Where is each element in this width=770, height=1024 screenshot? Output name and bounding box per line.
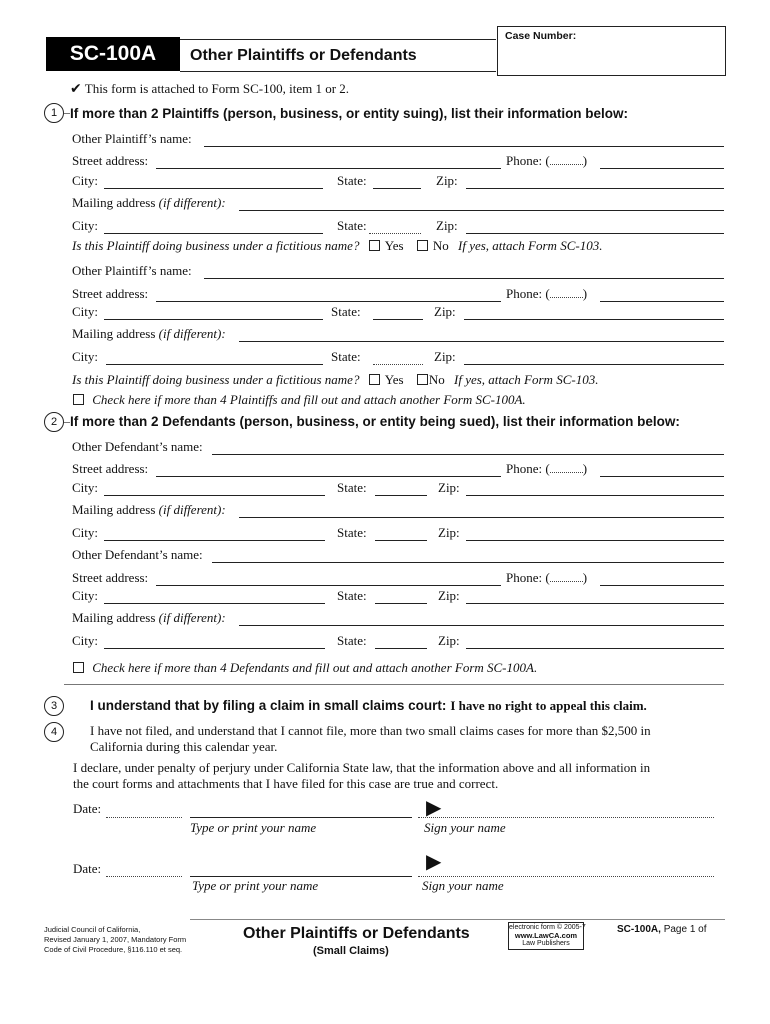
defendant-2-mailing-label xyxy=(72,610,226,626)
checkmark-icon: ✔ xyxy=(70,81,82,97)
defendant-2-city-field[interactable] xyxy=(104,603,325,604)
defendant-1-zip-label: Zip: xyxy=(438,480,460,495)
section-2-title: If more than 2 Defendants (person, business, or entity being sued), list their information below: xyxy=(70,414,680,429)
defendant-1-mailing-label xyxy=(72,502,226,518)
defendant-2-street-field[interactable] xyxy=(156,585,501,586)
plaintiff-1-mailing-label xyxy=(72,195,226,211)
attached-note: This form is attached to Form SC-100, item 1 or 2. xyxy=(84,81,350,96)
sign-arrow-icon: ▶ xyxy=(426,849,442,873)
defendant-1-city2-label: City: xyxy=(72,525,99,540)
plaintiff-2-city2-label: City: xyxy=(72,349,99,364)
phone-close: ) xyxy=(582,461,588,476)
plaintiff-1-name-label: Other Plaintiff’s name: xyxy=(72,131,192,146)
plaintiff-2-phone-field[interactable] xyxy=(600,301,724,302)
defendants-more-check-row xyxy=(73,660,537,676)
plaintiff-1-zip-label: Zip: xyxy=(436,173,458,188)
section-3-rest: I have no right to appeal this claim. xyxy=(450,698,647,713)
attached-note-row xyxy=(70,81,349,97)
council-line-1: Judicial Council of California, xyxy=(44,925,141,934)
plaintiff-2-city-field[interactable] xyxy=(104,319,323,320)
plaintiff-1-street-label: Street address: xyxy=(72,153,149,168)
plaintiff-1-phone-field[interactable] xyxy=(600,168,724,169)
yes-label: Yes xyxy=(384,372,404,387)
defendant-2-city2-field[interactable] xyxy=(104,648,325,649)
defendant-2-phone-field[interactable] xyxy=(600,585,724,586)
phone-label: Phone: ( xyxy=(506,286,550,301)
defendant-2-city2-label: City: xyxy=(72,633,99,648)
plaintiff-2-state2-label: State: xyxy=(331,349,361,364)
defendant-1-phone-label xyxy=(506,461,587,477)
section-4-number: 4 xyxy=(44,722,64,742)
defendant-2-phone-label xyxy=(506,570,587,586)
yes-label: Yes xyxy=(384,238,404,253)
plaintiff-1-phone-area[interactable] xyxy=(550,154,583,165)
defendant-2-phone-area[interactable] xyxy=(550,571,583,582)
mailing-note: (if different): xyxy=(158,195,226,210)
signature-field-1[interactable] xyxy=(418,817,714,818)
section-4-line-2: California during this calendar year. xyxy=(90,739,278,754)
plaintiff-2-state2-field[interactable] xyxy=(373,364,423,365)
mailing-note: (if different): xyxy=(158,326,226,341)
date-field-2[interactable] xyxy=(106,876,182,877)
plaintiff-1-state2-label: State: xyxy=(337,218,367,233)
defendant-2-zip2-field[interactable] xyxy=(466,648,724,649)
phone-close: ) xyxy=(582,286,588,301)
form-code: SC-100A xyxy=(69,42,157,65)
date-label-2: Date: xyxy=(73,861,102,876)
plaintiff-1-name-field[interactable] xyxy=(204,146,724,147)
defendant-2-city-label: City: xyxy=(72,588,99,603)
plaintiff-1-zip-field[interactable] xyxy=(466,188,724,189)
plaintiff-2-fictitious-row xyxy=(72,372,598,388)
form-code-block xyxy=(46,37,180,71)
more-plaintiffs-checkbox[interactable] xyxy=(73,394,84,405)
mailing-label: Mailing address xyxy=(72,610,156,625)
defendant-1-street-field[interactable] xyxy=(156,476,501,477)
plaintiff-2-phone-label xyxy=(506,286,587,302)
signature-field-2[interactable] xyxy=(418,876,714,877)
form-title-block xyxy=(180,39,496,72)
defendant-1-city-field[interactable] xyxy=(104,495,325,496)
footer-title: Other Plaintiffs or Defendants xyxy=(243,925,470,942)
defendant-2-name-field[interactable] xyxy=(212,562,724,563)
form-title: Other Plaintiffs or Defendants xyxy=(190,47,417,64)
type-name-label-2: Type or print your name xyxy=(192,878,319,893)
type-name-label-1: Type or print your name xyxy=(190,820,317,835)
defendant-1-name-field[interactable] xyxy=(212,454,724,455)
date-field-1[interactable] xyxy=(106,817,182,818)
defendant-2-state2-label: State: xyxy=(337,633,367,648)
plaintiff-2-zip2-label: Zip: xyxy=(434,349,456,364)
plaintiff-1-phone-label xyxy=(506,153,587,169)
mailing-note: (if different): xyxy=(158,502,226,517)
section-2-number: 2 xyxy=(44,412,64,432)
council-line-2: Revised January 1, 2007, Mandatory Form xyxy=(44,935,187,944)
date-label-1: Date: xyxy=(73,801,102,816)
section-3-number: 3 xyxy=(44,696,64,716)
attach-sc103-note: If yes, attach Form SC-103. xyxy=(454,372,599,387)
defendant-1-phone-field[interactable] xyxy=(600,476,724,477)
plaintiff-1-state2-field[interactable] xyxy=(369,233,421,234)
plaintiff-2-city2-field[interactable] xyxy=(106,364,323,365)
defendant-1-street-label: Street address: xyxy=(72,461,149,476)
page-text: Page 1 of xyxy=(663,924,707,935)
no-label: No xyxy=(428,372,445,387)
no-label: No xyxy=(432,238,449,253)
plaintiff-2-mailing-field[interactable] xyxy=(239,341,724,342)
defendant-1-phone-area[interactable] xyxy=(550,462,583,473)
plaintiff-1-city-field[interactable] xyxy=(104,188,323,189)
defendant-1-name-label: Other Defendant’s name: xyxy=(72,439,203,454)
defendant-1-state2-field[interactable] xyxy=(375,540,427,541)
attach-sc103-note: If yes, attach Form SC-103. xyxy=(458,238,603,253)
section-4-line-1: I have not filed, and understand that I cannot file, more than two small claims cases for more than $2,500 in xyxy=(90,723,651,738)
defendant-2-state-label: State: xyxy=(337,588,367,603)
case-number-label: Case Number: xyxy=(505,30,577,42)
defendant-2-street-label: Street address: xyxy=(72,570,149,585)
defendant-2-state-field[interactable] xyxy=(375,603,427,604)
section-1-number: 1 xyxy=(44,103,64,123)
defendant-1-zip-field[interactable] xyxy=(466,495,724,496)
defendant-1-state-label: State: xyxy=(337,480,367,495)
publisher-line-1: electronic form © 2005-7 xyxy=(509,924,586,931)
plaintiff-1-state-field[interactable] xyxy=(373,188,421,189)
publisher-line-3: Law Publishers xyxy=(522,940,570,947)
defendant-1-city2-field[interactable] xyxy=(104,540,325,541)
defendant-2-zip-field[interactable] xyxy=(466,603,724,604)
fictitious-question: Is this Plaintiff doing business under a fictitious name? xyxy=(72,372,360,387)
plaintiffs-more-check-row xyxy=(73,392,526,408)
sign-name-label-2: Sign your name xyxy=(422,878,504,893)
publisher-badge xyxy=(508,922,584,950)
plaintiff-1-city-label: City: xyxy=(72,173,99,188)
declaration-line-1: I declare, under penalty of perjury under California State law, that the information above and all information in xyxy=(73,760,651,775)
plaintiff-2-state-field[interactable] xyxy=(373,319,423,320)
phone-close: ) xyxy=(582,153,588,168)
case-number-box[interactable] xyxy=(497,26,726,76)
print-name-field-2[interactable] xyxy=(190,876,412,877)
footer-subtitle: (Small Claims) xyxy=(313,945,389,957)
plaintiff-2-zip-field[interactable] xyxy=(464,319,724,320)
more-defendants-label: Check here if more than 4 Defendants and fill out and attach another Form SC-100A. xyxy=(92,660,538,675)
mailing-label: Mailing address xyxy=(72,326,156,341)
defendant-1-zip2-field[interactable] xyxy=(466,540,724,541)
page-form-code: SC-100A, xyxy=(617,924,661,935)
mailing-label: Mailing address xyxy=(72,502,156,517)
sign-arrow-icon: ▶ xyxy=(426,795,442,819)
plaintiff-1-zip2-field[interactable] xyxy=(466,233,724,234)
defendant-1-state2-label: State: xyxy=(337,525,367,540)
plaintiff-1-fictitious-row xyxy=(72,238,602,254)
plaintiff-2-zip2-field[interactable] xyxy=(464,364,724,365)
plaintiff-1-city2-field[interactable] xyxy=(104,233,323,234)
page-number xyxy=(617,924,707,935)
plaintiff-1-no-checkbox[interactable] xyxy=(417,240,428,251)
phone-label: Phone: ( xyxy=(506,570,550,585)
phone-label: Phone: ( xyxy=(506,461,550,476)
plaintiff-1-yes-checkbox[interactable] xyxy=(369,240,380,251)
plaintiff-2-yes-checkbox[interactable] xyxy=(369,374,380,385)
section-3-bold: I understand that by filing a claim in small claims court: xyxy=(90,698,447,713)
declaration-line-2: the court forms and attachments that I have filed for this case are true and correct. xyxy=(73,776,499,791)
print-name-field-1[interactable] xyxy=(190,817,412,818)
footer-council-block xyxy=(44,925,186,955)
defendant-1-city-label: City: xyxy=(72,480,99,495)
section-divider xyxy=(64,684,724,685)
plaintiff-1-city2-label: City: xyxy=(72,218,99,233)
plaintiff-2-name-field[interactable] xyxy=(204,278,724,279)
plaintiff-2-city-label: City: xyxy=(72,304,99,319)
defendant-1-mailing-field[interactable] xyxy=(239,517,724,518)
more-plaintiffs-label: Check here if more than 4 Plaintiffs and fill out and attach another Form SC-100A. xyxy=(92,392,526,407)
council-line-3: Code of Civil Procedure, §116.110 et seq. xyxy=(44,945,183,954)
phone-close: ) xyxy=(582,570,588,585)
defendant-2-zip2-label: Zip: xyxy=(438,633,460,648)
plaintiff-2-zip-label: Zip: xyxy=(434,304,456,319)
fictitious-question: Is this Plaintiff doing business under a fictitious name? xyxy=(72,238,360,253)
publisher-url[interactable]: www.LawCA.com xyxy=(514,931,578,940)
plaintiff-2-street-field[interactable] xyxy=(156,301,501,302)
sign-name-label-1: Sign your name xyxy=(424,820,506,835)
plaintiff-2-street-label: Street address: xyxy=(72,286,149,301)
plaintiff-2-phone-area[interactable] xyxy=(550,287,583,298)
defendant-2-zip-label: Zip: xyxy=(438,588,460,603)
plaintiff-2-name-label: Other Plaintiff’s name: xyxy=(72,263,192,278)
plaintiff-1-street-field[interactable] xyxy=(156,168,501,169)
section-1-title: If more than 2 Plaintiffs (person, business, or entity suing), list their information below: xyxy=(70,106,629,121)
mailing-label: Mailing address xyxy=(72,195,156,210)
section-3-text xyxy=(90,697,647,715)
defendant-2-mailing-field[interactable] xyxy=(239,625,724,626)
plaintiff-1-state-label: State: xyxy=(337,173,367,188)
more-defendants-checkbox[interactable] xyxy=(73,662,84,673)
plaintiff-2-no-checkbox[interactable] xyxy=(417,374,428,385)
defendant-2-name-label: Other Defendant’s name: xyxy=(72,547,203,562)
defendant-1-state-field[interactable] xyxy=(375,495,427,496)
footer-rule xyxy=(190,919,725,920)
plaintiff-2-mailing-label xyxy=(72,326,226,342)
mailing-note: (if different): xyxy=(158,610,226,625)
phone-label: Phone: ( xyxy=(506,153,550,168)
defendant-2-state2-field[interactable] xyxy=(375,648,427,649)
defendant-1-zip2-label: Zip: xyxy=(438,525,460,540)
plaintiff-2-state-label: State: xyxy=(331,304,361,319)
plaintiff-1-mailing-field[interactable] xyxy=(239,210,724,211)
plaintiff-1-zip2-label: Zip: xyxy=(436,218,458,233)
